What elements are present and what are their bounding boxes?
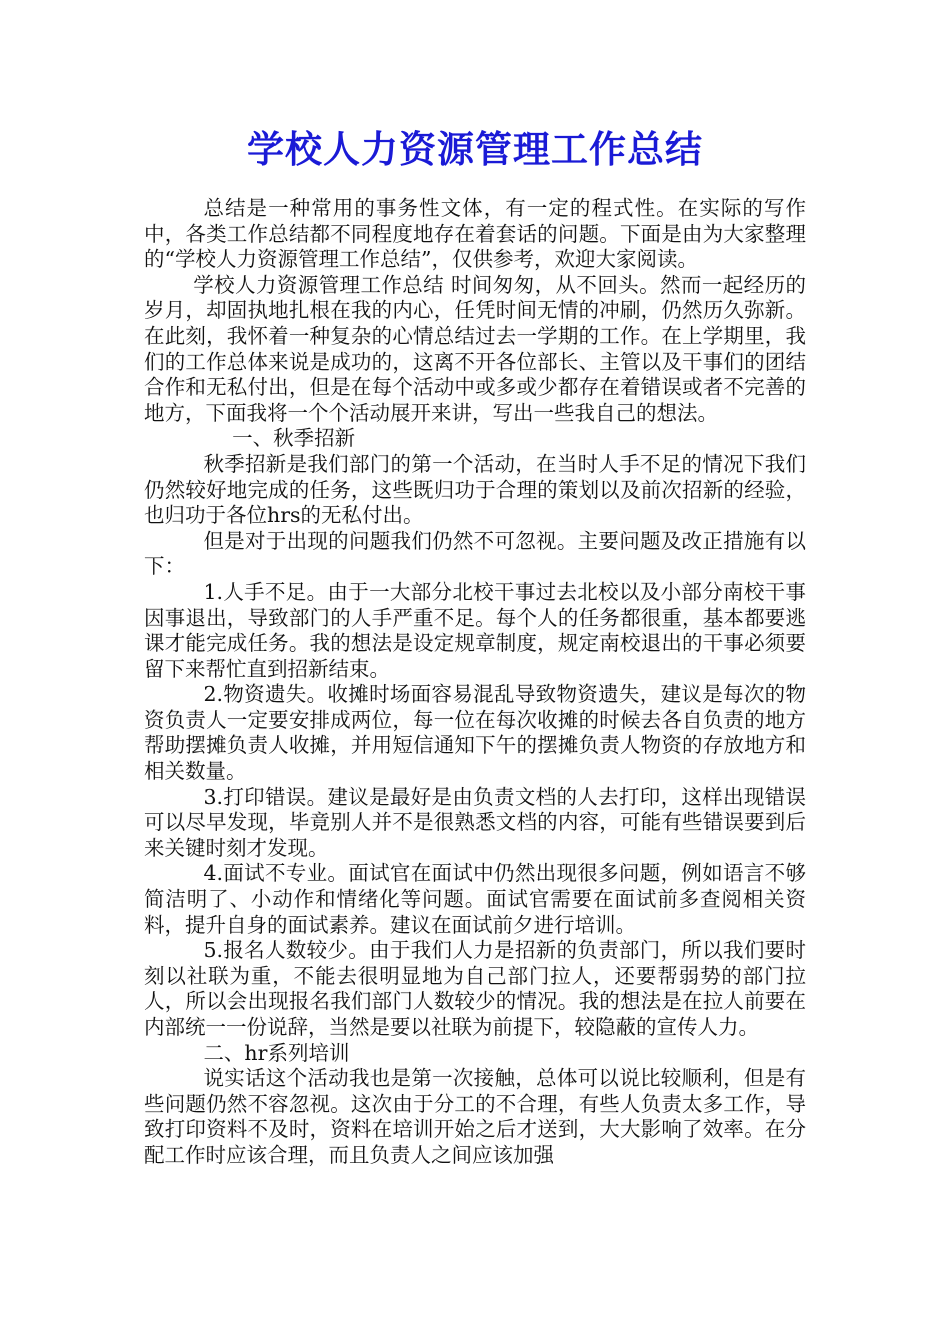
problem-item-3: 3.打印错误。建议是最好是由负责文档的人去打印，这样出现错误可以尽早发现，毕竟别人并不是很熟悉文档的内容，可能有些错误要到后来关键时刻才发现。 (144, 784, 806, 860)
problem-item-5: 5.报名人数较少。由于我们人力是招新的负责部门，所以我们要时刻以社联为重，不能去很明显地为自己部门拉人，还要帮弱势的部门拉人，所以会出现报名我们部门人数较少的情况。我的想法是在拉人前要在内部统一一份说辞，当然是要以社联为前提下，较隐蔽的宣传人力。 (144, 938, 806, 1039)
section-heading-autumn-recruitment: 一、秋季招新 (232, 426, 356, 451)
intro-paragraph: 总结是一种常用的事务性文体，有一定的程式性。在实际的写作中，各类工作总结都不同程度地存在着套话的问题。下面是由为大家整理的“学校人力资源管理工作总结”，仅供参考，欢迎大家阅读。 (144, 196, 806, 272)
problem-item-2: 2.物资遗失。收摊时场面容易混乱导致物资遗失，建议是每次的物资负责人一定要安排成两位，每一位在每次收摊的时候去各自负责的地方帮助摆摊负责人收摊，并用短信通知下午的摆摊负责人物资的存放地方和相关数量。 (144, 682, 806, 784)
problems-intro-paragraph: 但是对于出现的问题我们仍然不可忽视。主要问题及改正措施有以下： (144, 528, 806, 579)
document-body (144, 196, 806, 1169)
summary-paragraph: 学校人力资源管理工作总结 时间匆匆，从不回头。然而一起经历的岁月，却固执地扎根在我的内心，任凭时间无情的冲刷，仍然历久弥新。在此刻，我怀着一种复杂的心情总结过去一学期的工作。在上学期里，我们的工作总体来说是成功的，这离不开各位部长、主管以及干事们的团结合作和无私付出，但是在每个活动中或多或少都存在着错误或者不完善的地方，下面我将一个个活动展开来讲，写出一些我自己的想法。 (144, 272, 806, 425)
autumn-recruitment-paragraph: 秋季招新是我们部门的第一个活动，在当时人手不足的情况下我们仍然较好地完成的任务，这些既归功于合理的策划以及前次招新的经验，也归功于各位hrs的无私付出。 (144, 451, 806, 528)
section-heading-hr-training: 二、hr系列培训 (203, 1040, 350, 1065)
document-title: 学校人力资源管理工作总结 (247, 128, 703, 171)
problem-item-1: 1.人手不足。由于一大部分北校干事过去北校以及小部分南校干事因事退出，导致部门的人手严重不足。每个人的任务都很重，基本都要逃课才能完成任务。我的想法是设定规章制度，规定南校退出的干事必须要留下来帮忙直到招新结束。 (144, 579, 806, 681)
hr-training-paragraph: 说实话这个活动我也是第一次接触，总体可以说比较顺利，但是有些问题仍然不容忽视。这次由于分工的不合理，有些人负责太多工作，导致打印资料不及时，资料在培训开始之后才送到，大大影响了效率。在分配工作时应该合理，而且负责人之间应该加强 (144, 1066, 806, 1167)
problem-item-4: 4.面试不专业。面试官在面试中仍然出现很多问题，例如语言不够简洁明了、小动作和情绪化等问题。面试官需要在面试前多查阅相关资料，提升自身的面试素养。建议在面试前夕进行培训。 (144, 861, 806, 937)
